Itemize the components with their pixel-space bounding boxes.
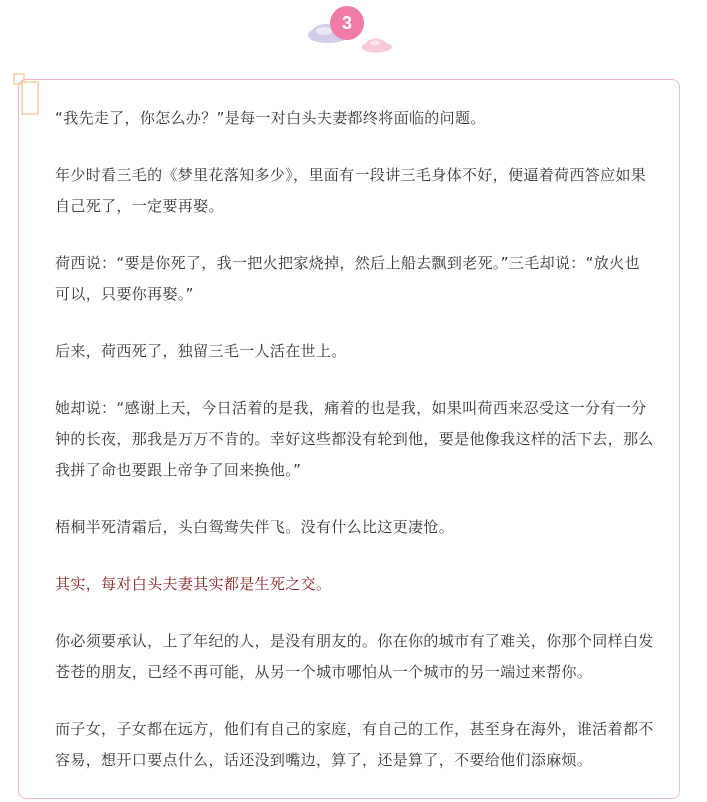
article-paragraph: “我先走了，你怎么办？”是每一对白头夫妻都终将面临的问题。 — [55, 109, 486, 127]
highlight-paragraph: 其实，每对白头夫妻其实都是生死之交。 — [55, 575, 332, 593]
article-paragraph: 后来，荷西死了，独留三毛一人活在世上。 — [55, 342, 347, 360]
article-paragraph: 而子女，子女都在远方，他们有自己的家庭，有自己的工作，甚至身在海外，谁活着都不容易，想开口要点什么，话还没到嘴边，算了，还是算了，不要给他们添麻烦。 — [55, 720, 654, 769]
section-number-badge — [296, 4, 406, 58]
corner-frame-icon — [13, 73, 41, 117]
section-number: 3 — [330, 6, 364, 40]
article-paragraph: 她却说：“感谢上天，今日活着的是我，痛着的也是我，如果叫荷西来忍受这一分有一分钟的长夜，那我是万万不肯的。幸好这些都没有轮到他，要是他像我这样的活下去，那么我拼了命也要跟上帝争了回来换他。” — [55, 399, 654, 479]
article-body — [55, 103, 655, 802]
article-paragraph: 梧桐半死清霜后，头白鸳鸯失伴飞。没有什么比这更凄怆。 — [55, 518, 455, 536]
article-paragraph: 年少时看三毛的《梦里花落知多少》，里面有一段讲三毛身体不好，便逼着荷西答应如果自己死了，一定要再娶。 — [55, 166, 647, 215]
article-paragraph: 你必须要承认，上了年纪的人，是没有朋友的。你在你的城市有了难关，你那个同样白发苍苍的朋友，已经不再可能，从另一个城市哪怕从一个城市的另一端过来帮你。 — [55, 632, 654, 681]
article-paragraph: 荷西说：“要是你死了，我一把火把家烧掉，然后上船去飘到老死。”三毛却说：“放火也可以，只要你再娶。” — [55, 254, 640, 303]
